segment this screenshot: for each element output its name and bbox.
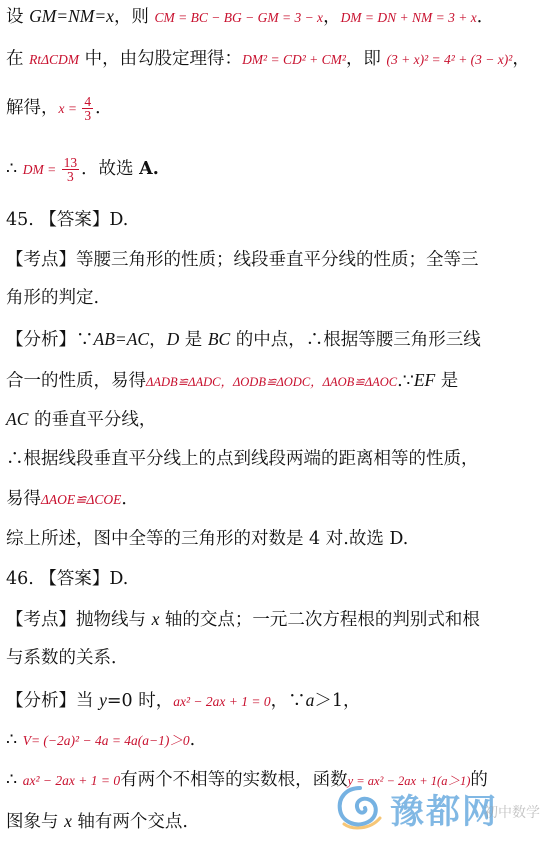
text: ∴ <box>6 770 23 790</box>
text: .∵ <box>397 371 414 391</box>
formula-discriminant: V= (−2a)² − 4a = 4a(a−1)＞0 <box>22 733 190 748</box>
text: ，∵ <box>270 691 306 711</box>
text: ．故选 <box>81 159 140 179</box>
formula-quadratic: ax² − 2ax + 1 = 0 <box>22 773 121 788</box>
q45-analysis-line5 <box>6 487 554 512</box>
math-text: BC <box>207 329 231 349</box>
formula-pythagoras: DM² = CD² + CM² <box>242 52 346 67</box>
text: 有两个不相等的实数根，函数 <box>120 770 348 790</box>
text: 图象与 <box>6 812 65 832</box>
text: =0 时， <box>106 691 174 711</box>
text: 的垂直平分线， <box>28 410 157 430</box>
q45-analysis-line1 <box>6 327 554 352</box>
q45-answer <box>6 208 554 232</box>
text: ∴ <box>6 159 23 179</box>
q46-analysis-line2 <box>6 728 554 753</box>
text: 【分析】∵ <box>6 330 94 350</box>
text: 轴的交点；一元二次方程根的判别式和根 <box>159 610 480 630</box>
text: ＞1， <box>314 691 361 711</box>
fraction-denominator: 3 <box>84 108 92 123</box>
q45-conclusion <box>6 527 554 551</box>
text: 的中点，∴根据等腰三角形三线 <box>230 330 481 350</box>
fraction-denominator: 3 <box>66 169 74 184</box>
answer-choice: A. <box>139 159 159 179</box>
text: 是 <box>179 330 208 350</box>
math-text: GM=NM=x <box>29 6 114 26</box>
math-text: a <box>305 690 315 710</box>
text: ∴根据线段垂直平分线上的点到线段两端的距离相等的性质， <box>6 449 479 469</box>
text: 46. 【答案】D. <box>6 569 129 589</box>
q45-analysis-line2 <box>6 368 554 394</box>
text: 易得 <box>6 489 41 509</box>
text: ． <box>95 98 113 118</box>
line-pythagoras <box>6 47 554 72</box>
text: 解得， <box>6 98 59 118</box>
text: 的 <box>470 770 488 790</box>
text: 综上所述，图中全等的三角形的对数是 4 对.故选 D. <box>6 529 409 549</box>
text: 在 <box>6 49 30 69</box>
text: 轴有两个交点. <box>71 812 188 832</box>
math-text: x <box>151 609 160 629</box>
formula-equation: (3 + x)² = 4² + (3 − x)² <box>386 52 513 67</box>
formula-dm: DM = DN + NM = 3 + x <box>340 10 477 25</box>
swirl-logo-icon <box>334 782 386 832</box>
q46-topic-line1 <box>6 607 554 632</box>
text: 角形的判定. <box>6 288 100 308</box>
text: ， <box>323 7 341 27</box>
fraction-x <box>82 95 93 122</box>
text: ， <box>512 49 530 69</box>
text: 设 <box>6 7 30 27</box>
q45-topic-line1 <box>6 248 554 272</box>
text: ，则 <box>113 7 155 27</box>
text: 【考点】等腰三角形的性质；线段垂直平分线的性质；全等三 <box>6 250 479 270</box>
text: 【分析】当 <box>6 691 100 711</box>
q45-analysis-line4 <box>6 447 554 471</box>
formula-dm-value: DM = <box>22 162 60 177</box>
text: 是 <box>435 371 459 391</box>
formula-congruence: ΔAOE≌ΔCOE <box>41 492 122 507</box>
text: . <box>189 730 196 750</box>
text: 与系数的关系． <box>6 648 129 668</box>
text: ， <box>149 330 167 350</box>
watermark <box>334 780 554 834</box>
text: 中，由勾股定理得： <box>79 49 243 69</box>
text: ，即 <box>345 49 387 69</box>
text: ． <box>121 489 139 509</box>
text: 合一的性质，易得 <box>6 371 146 391</box>
math-text: EF <box>413 370 436 390</box>
line-dm-result <box>6 156 554 183</box>
formula-triangle: RtΔCDM <box>29 52 79 67</box>
formula-congruence: ΔADB≌ΔADC，ΔODB≌ΔODC，ΔAOB≌ΔAOC <box>146 375 398 389</box>
formula-cm: CM = BC − BG − GM = 3 − x <box>154 10 324 25</box>
watermark-brand: 豫都网 <box>390 792 498 832</box>
text: 45. 【答案】D. <box>6 210 129 230</box>
watermark-subtitle: 初中数学 <box>484 805 540 821</box>
q46-answer <box>6 567 554 591</box>
math-text: AB=AC <box>93 329 150 349</box>
formula-function: y = ax² − 2ax + 1(a＞1) <box>347 774 471 788</box>
math-text: D <box>166 329 180 349</box>
q45-analysis-line3 <box>6 407 554 432</box>
q46-topic-line2 <box>6 646 554 670</box>
fraction-numerator: 4 <box>84 94 92 109</box>
formula-x: x = <box>58 101 81 116</box>
q46-analysis-line1 <box>6 688 554 714</box>
formula-quadratic: ax² − 2ax + 1 = 0 <box>173 694 271 709</box>
fraction-dm <box>62 156 80 183</box>
line-solve-x <box>6 95 554 122</box>
math-text: AC <box>6 409 29 429</box>
text: ． <box>476 7 495 27</box>
text: 【考点】抛物线与 <box>6 610 152 630</box>
fraction-numerator: 13 <box>63 155 78 170</box>
text: ∴ <box>6 730 23 750</box>
math-text: x <box>64 811 72 831</box>
q45-topic-line2 <box>6 286 554 310</box>
math-text: y <box>99 690 107 710</box>
line-gm-nm <box>6 4 554 30</box>
